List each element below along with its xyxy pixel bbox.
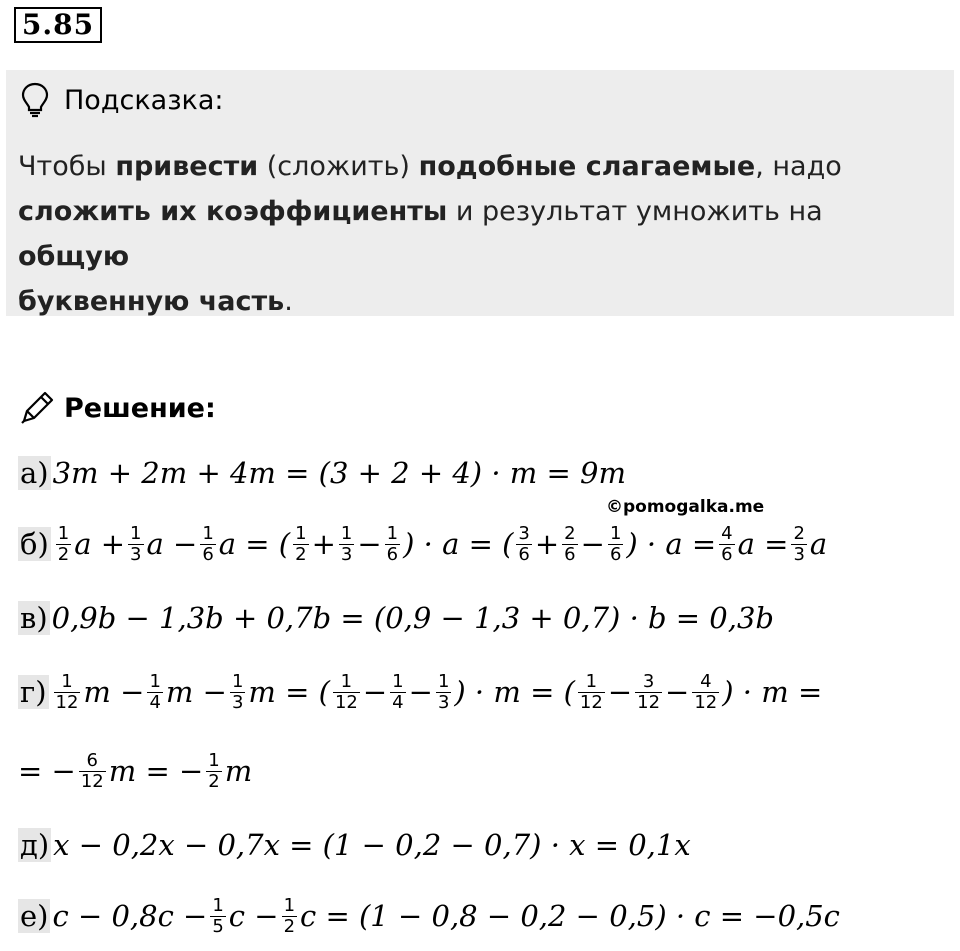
numerator: 1 <box>212 894 224 916</box>
denominator: 6 <box>386 543 399 565</box>
numerator: 1 <box>208 749 220 771</box>
denominator: 3 <box>231 691 244 713</box>
denominator: 4 <box>149 691 161 713</box>
fraction <box>436 672 451 713</box>
fraction <box>791 524 806 565</box>
hint-bold-part: буквенную часть <box>18 286 285 317</box>
hint-bold-part: общую <box>18 241 130 272</box>
numerator: 1 <box>61 670 73 692</box>
expr-part: + <box>534 527 560 561</box>
line-text: 0,9b − 1,3b + 0,7b = (0,9 − 1,3 + 0,7) · b = 0,3b <box>51 601 774 635</box>
denominator: 6 <box>609 543 622 565</box>
expr-part: − <box>607 675 633 709</box>
fraction <box>385 524 400 565</box>
line-label: г) <box>20 675 47 709</box>
solution-title: Решение: <box>64 392 216 424</box>
denominator: 12 <box>80 770 104 792</box>
fraction <box>282 896 297 937</box>
denominator: 6 <box>518 543 530 565</box>
hint-line-1 <box>18 144 938 189</box>
expr-part: m − <box>83 675 145 709</box>
fraction <box>56 524 71 565</box>
expr-part: m <box>224 754 253 788</box>
numerator: 2 <box>793 522 805 544</box>
denominator: 5 <box>212 915 224 937</box>
expr-part: a <box>809 527 828 561</box>
fraction <box>206 751 221 792</box>
expr-part: m = − <box>108 754 204 788</box>
solution-line-v <box>18 594 774 642</box>
line-label: б) <box>20 527 49 561</box>
expr-part: a = <box>737 527 789 561</box>
line-text: x − 0,2x − 0,7x = (1 − 0,2 − 0,7) · x = 0,1x <box>53 828 691 862</box>
expr-part: a − <box>146 527 198 561</box>
denominator: 12 <box>334 691 358 713</box>
fraction <box>516 524 531 565</box>
numerator: 1 <box>437 670 450 692</box>
numerator: 1 <box>609 522 622 544</box>
solution-header <box>18 388 216 428</box>
fraction <box>128 524 143 565</box>
numerator: 1 <box>283 894 296 916</box>
hint-line-2 <box>18 189 938 279</box>
expr-part: c − <box>228 899 279 933</box>
expr-part: ) · m = ( <box>454 675 575 709</box>
denominator: 3 <box>340 543 353 565</box>
denominator: 2 <box>295 543 307 565</box>
hint-text <box>18 144 938 324</box>
numerator: 3 <box>642 670 655 692</box>
hint-text-part: , надо <box>755 151 842 182</box>
expr-part: ) · m = <box>722 675 823 709</box>
fraction <box>719 524 734 565</box>
numerator: 1 <box>231 670 244 692</box>
fraction <box>200 524 215 565</box>
expr-part: ) · a = <box>626 527 717 561</box>
numerator: 1 <box>202 522 214 544</box>
expr-part: a + <box>74 527 126 561</box>
expr-part: c = (1 − 0,8 − 0,2 − 0,5) · c = −0,5c <box>300 899 840 933</box>
denominator: 6 <box>202 543 214 565</box>
hint-bold-part: подобные слагаемые <box>418 151 756 182</box>
solution-line-b <box>18 520 827 568</box>
fraction <box>293 524 308 565</box>
denominator: 2 <box>283 915 296 937</box>
solution-line-e <box>18 892 840 940</box>
fraction <box>339 524 354 565</box>
expr-part: − <box>357 527 382 561</box>
numerator: 1 <box>57 522 70 544</box>
line-label: в) <box>20 601 48 635</box>
line-label: е) <box>20 899 49 933</box>
fraction <box>608 524 623 565</box>
denominator: 2 <box>208 770 220 792</box>
expr-part: = − <box>18 754 76 788</box>
hint-text-part: (сложить) <box>258 151 419 182</box>
numerator: 1 <box>149 670 161 692</box>
denominator: 12 <box>694 691 718 713</box>
fraction <box>562 524 577 565</box>
hint-text-part: Чтобы <box>18 151 116 182</box>
fraction <box>333 672 360 713</box>
denominator: 12 <box>637 691 661 713</box>
numerator: 1 <box>340 522 353 544</box>
watermark: ©pomogalka.me <box>606 497 765 517</box>
fraction <box>230 672 245 713</box>
numerator: 1 <box>295 522 307 544</box>
line-label: д) <box>20 828 50 862</box>
numerator: 1 <box>340 670 353 692</box>
hint-title: Подсказка: <box>64 84 224 116</box>
numerator: 3 <box>518 522 530 544</box>
hint-bold-part: сложить их коэффициенты <box>18 196 448 227</box>
expr-part: − <box>665 675 690 709</box>
expr-part: c − 0,8c − <box>52 899 208 933</box>
expr-part: m = ( <box>248 675 330 709</box>
numerator: 1 <box>130 522 142 544</box>
expr-part: m − <box>165 675 227 709</box>
hint-bold-part: привести <box>115 151 259 182</box>
numerator: 2 <box>564 522 576 544</box>
fraction <box>390 672 405 713</box>
line-text: 3m + 2m + 4m = (3 + 2 + 4) · m = 9m <box>52 456 626 490</box>
denominator: 2 <box>57 543 70 565</box>
numerator: 1 <box>585 670 598 692</box>
hint-text-part: и результат умножить на <box>447 196 823 227</box>
numerator: 4 <box>721 522 733 544</box>
numerator: 6 <box>86 749 98 771</box>
hint-text-part: . <box>284 286 293 317</box>
expr-part: − <box>408 675 433 709</box>
solution-line-g-continued <box>18 747 252 795</box>
hint-header <box>20 82 224 118</box>
expr-part: − <box>580 527 605 561</box>
denominator: 3 <box>793 543 805 565</box>
expr-part: − <box>362 675 388 709</box>
denominator: 6 <box>721 543 733 565</box>
numerator: 4 <box>700 670 712 692</box>
expr-part: + <box>311 527 336 561</box>
fraction <box>54 672 81 713</box>
fraction <box>635 672 662 713</box>
fraction <box>147 672 162 713</box>
expr-part: a = ( <box>218 527 291 561</box>
solution-line-g <box>18 668 822 716</box>
hint-line-3 <box>18 279 938 324</box>
fraction <box>79 751 106 792</box>
solution-line-d <box>18 821 691 869</box>
fraction <box>210 896 225 937</box>
task-number: 5.85 <box>14 7 102 43</box>
lightbulb-icon <box>20 82 50 118</box>
denominator: 3 <box>437 691 450 713</box>
numerator: 1 <box>392 670 404 692</box>
denominator: 4 <box>392 691 404 713</box>
denominator: 12 <box>55 691 79 713</box>
fraction <box>692 672 719 713</box>
hint-box <box>6 70 954 316</box>
expr-part: ) · a = ( <box>403 527 514 561</box>
denominator: 12 <box>579 691 603 713</box>
fraction <box>578 672 605 713</box>
numerator: 1 <box>386 522 399 544</box>
denominator: 3 <box>130 543 142 565</box>
denominator: 6 <box>564 543 576 565</box>
pencil-icon <box>18 389 56 427</box>
solution-line-a <box>18 449 626 497</box>
line-label: а) <box>20 456 49 490</box>
